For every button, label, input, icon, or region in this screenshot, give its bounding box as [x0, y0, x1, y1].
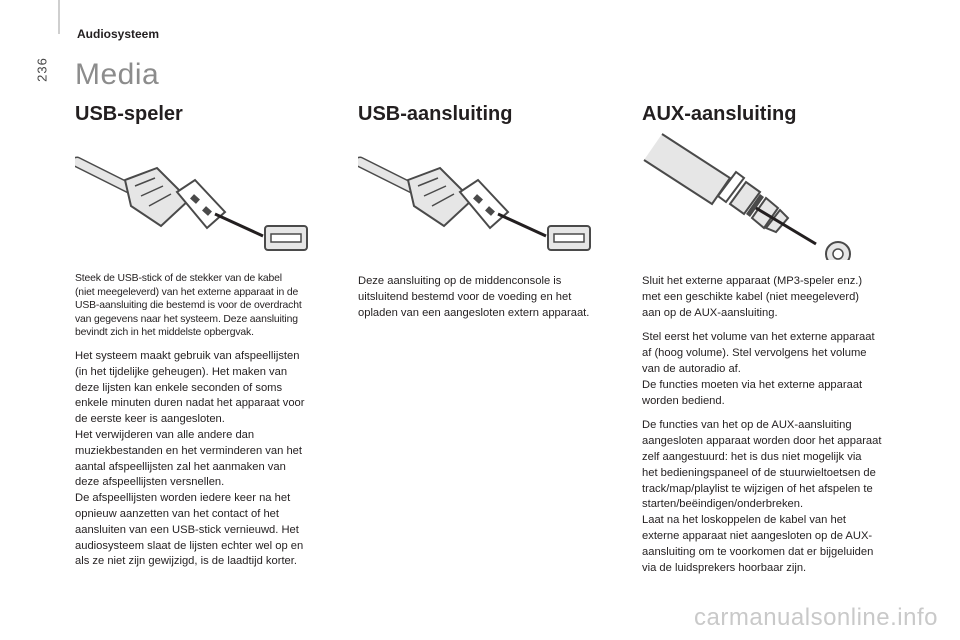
paragraph: De functies van het op de AUX-aansluiting aangesloten apparaat worden door het apparaat zelf aangestuurd: het is dus niet mogelijk via het bedieningspaneel of de stuurwieltoetsen de track/map/playlist te wijzigen of het afspelen te starten/beëindigen/onderbreken. Laat na het loskoppelen de kabel van het externe apparaat niet aangesloten op de AUX- aansluiting om te voorkomen dat er bijgeluiden via de luidsprekers hoorbaar zijn.: [642, 419, 882, 574]
column-aux-connection: [642, 100, 910, 260]
paragraph: Deze aansluiting op de middenconsole is uitsluitend bestemd voor de voeding en het opladen van een aangesloten extern apparaat.: [358, 275, 590, 319]
heading-usb-connection: USB-aansluiting: [358, 103, 513, 125]
text-usb-player: [75, 272, 343, 579]
section-label: Audiosysteem: [77, 27, 160, 41]
heading-aux-connection: AUX-aansluiting: [642, 103, 797, 125]
margin-rule: [58, 0, 60, 34]
jack-plug-icon: [642, 130, 902, 260]
column-usb-player: [75, 100, 343, 260]
paragraph: Het systeem maakt gebruik van afspeellijsten (in het tijdelijke geheugen). Het maken van deze lijsten kan enkele seconden of soms enkele minuten duren nadat het apparaat voor de eerste keer is aangesloten. Het verwijderen van alle andere dan muziekbestanden en het verminderen van het aantal afspeellijsten zal het aanmaken van deze afspeellijsten versnellen. De afspeellijsten worden iedere keer na het opnieuw aanzetten van het contact of het aansluiten van een USB-stick vernieuwd. Het audiosysteem slaat de lijsten echter wel op en als ze niet zijn gewijzigd, is de laadtijd korter.: [75, 349, 305, 568]
paragraph: Steek de USB-stick of de stekker van de kabel (niet meegeleverd) van het externe apparaat in de USB-aansluiting die bestemd is voor de overdracht van gegevens naar het systeem. Deze aansluiting bevindt zich in het middelste opbergvak.: [75, 273, 302, 339]
text-aux-connection: [642, 274, 910, 585]
column-usb-connection: [358, 100, 626, 260]
heading-usb-player: USB-speler: [75, 103, 183, 125]
page-number: 236: [34, 57, 50, 82]
usb-plug-icon: [358, 130, 618, 260]
usb-plug-icon: [75, 130, 335, 260]
paragraph: Stel eerst het volume van het externe apparaat af (hoog volume). Stel vervolgens het volume van de autoradio af. De functies moeten via het externe apparaat worden bediend.: [642, 331, 875, 407]
watermark: carmanualsonline.info: [694, 604, 938, 631]
text-usb-connection: [358, 274, 626, 330]
paragraph: Sluit het externe apparaat (MP3-speler enz.) met een geschikte kabel (niet meegeleverd) aan op de AUX-aansluiting.: [642, 275, 863, 319]
page-title: Media: [75, 58, 160, 91]
